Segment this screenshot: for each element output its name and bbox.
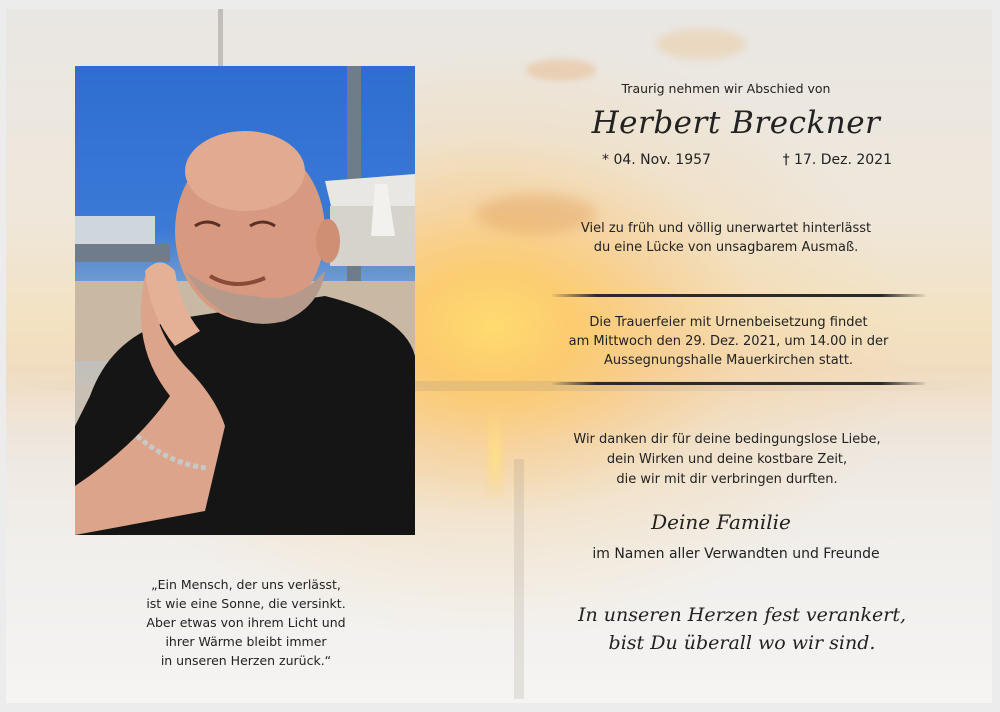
text-line: am Mittwoch den 29. Dez. 2021, um 14.00 in der (568, 334, 889, 349)
motto-line: In unseren Herzen fest verankert, (577, 604, 907, 626)
sun-reflection (484, 409, 506, 499)
ceremony-details (556, 313, 901, 370)
life-dates (602, 152, 892, 168)
intro-text: Traurig nehmen wir Abschied von (621, 81, 831, 96)
portrait-photo (75, 66, 415, 535)
obituary-card (6, 9, 992, 703)
deceased-name: Herbert Breckner (591, 105, 881, 141)
motto-line: bist Du überall wo wir sind. (608, 632, 876, 654)
divider-top (552, 294, 926, 297)
quote-line: „Ein Mensch, der uns verlässt, (151, 577, 341, 592)
text-line: Die Trauerfeier mit Urnenbeisetzung findet (589, 315, 868, 330)
death-date: † 17. Dez. 2021 (782, 152, 892, 168)
quote-line: Aber etwas von ihrem Licht und (146, 615, 346, 630)
background-post (514, 459, 524, 699)
quote-line: ihrer Wärme bleibt immer (165, 634, 327, 649)
text-line: dein Wirken und deine kostbare Zeit, (606, 452, 848, 467)
text-line: Wir danken dir für deine bedingungslose Liebe, (573, 432, 881, 447)
background-cloud (526, 59, 596, 81)
relatives-line: im Namen aller Verwandten und Freunde (592, 546, 880, 562)
motto (566, 601, 918, 657)
family-signature: Deine Familie (651, 510, 791, 534)
text-line: die wir mit dir verbringen durften. (616, 472, 838, 487)
text-line: Aussegnungshalle Mauerkirchen statt. (603, 353, 854, 368)
quote-line: in unseren Herzen zurück.“ (160, 653, 332, 668)
thanks-paragraph (562, 430, 892, 490)
quote-line: ist wie eine Sonne, die versinkt. (146, 596, 346, 611)
text-line: Viel zu früh und völlig unerwartet hinterlässt (580, 221, 872, 236)
memorial-quote (126, 575, 366, 670)
condolence-paragraph (561, 219, 891, 257)
text-line: du eine Lücke von unsagbarem Ausmaß. (593, 240, 859, 255)
birth-date: * 04. Nov. 1957 (602, 152, 711, 168)
background-cloud (656, 29, 746, 59)
divider-bottom (552, 382, 926, 385)
